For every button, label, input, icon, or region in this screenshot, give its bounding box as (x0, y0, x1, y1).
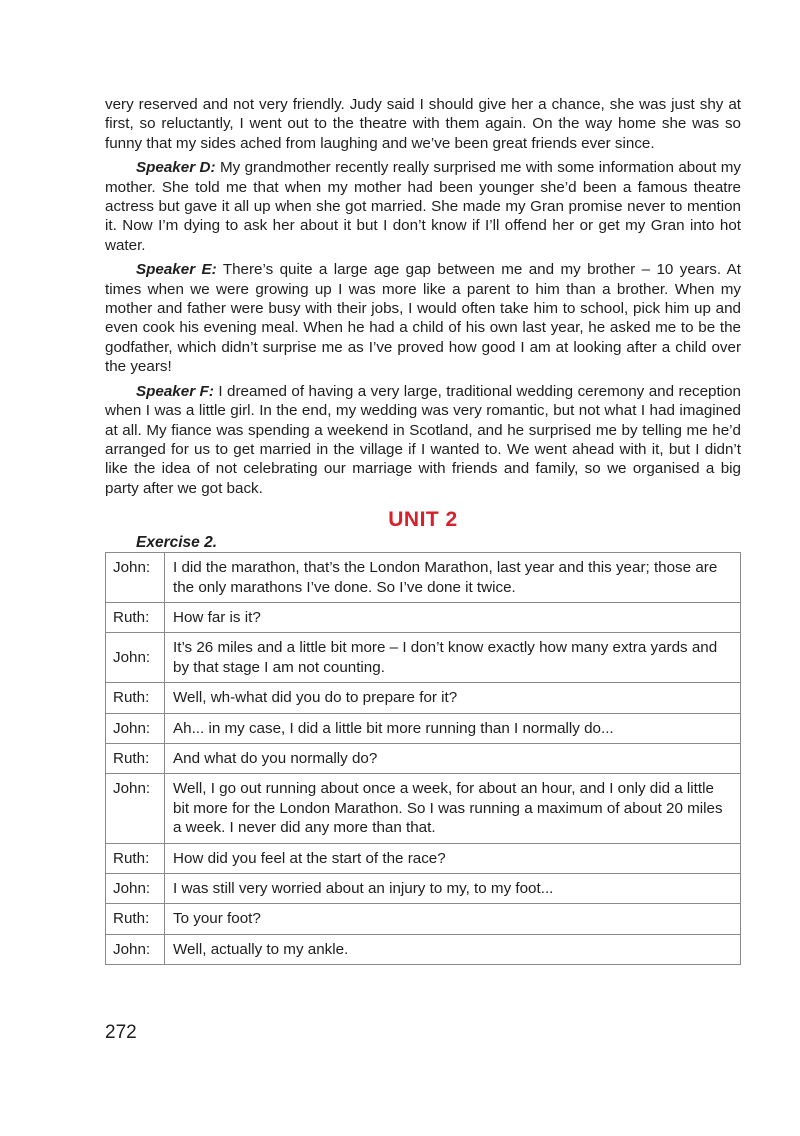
speaker-cell: John: (106, 874, 165, 904)
speaker-cell: Ruth: (106, 743, 165, 773)
unit-title: UNIT 2 (388, 508, 458, 532)
speaker-d-text: My grandmother recently really surprised me with some information about my mother. She told me that when my mother had been younger she’d been a famous theatre actress but gave it all up when she got married. She made my Gran promise never to mention it. Now I’m dying to ask her about it but I don’t know if I’ll offend her or get my Gran into hot water. (105, 159, 741, 254)
table-row (106, 633, 741, 683)
line-cell: Well, I go out running about once a week, for about an hour, and I only did a little bit more for the London Marathon. So I was running a maximum of about 20 miles a week. I never did any more than that. (165, 774, 741, 843)
line-cell: Well, actually to my ankle. (165, 934, 741, 964)
speaker-cell: Ruth: (106, 843, 165, 873)
speaker-cell: John: (106, 774, 165, 843)
table-row (106, 553, 741, 603)
line-cell: How far is it? (165, 602, 741, 632)
exercise-title: Exercise 2. (136, 534, 218, 552)
speaker-d-paragraph (105, 158, 741, 255)
intro-paragraph: very reserved and not very friendly. Judy said I should give her a chance, she was just shy at first, so reluctantly, I went out to the theatre with them again. On the way home she was so funny that my sides ached from laughing and we’ve been great friends ever since. (105, 96, 741, 152)
table-row (106, 774, 741, 843)
line-cell: And what do you normally do? (165, 743, 741, 773)
speaker-cell: Ruth: (106, 602, 165, 632)
table-row (106, 683, 741, 713)
table-row (106, 743, 741, 773)
line-cell: It’s 26 miles and a little bit more – I don’t know exactly how many extra yards and by that stage I am not counting. (165, 633, 741, 683)
speaker-d-label: Speaker D: (136, 159, 216, 177)
line-cell: How did you feel at the start of the race? (165, 843, 741, 873)
speaker-cell: Ruth: (106, 683, 165, 713)
line-cell: Ah... in my case, I did a little bit more running than I normally do... (165, 713, 741, 743)
table-row (106, 934, 741, 964)
speaker-cell: John: (106, 633, 165, 683)
table-row (106, 602, 741, 632)
table-row (106, 843, 741, 873)
table-row (106, 713, 741, 743)
line-cell: Well, wh-what did you do to prepare for it? (165, 683, 741, 713)
speaker-f-text: I dreamed of having a very large, traditional wedding ceremony and reception when I was a little girl. In the end, my wedding was very romantic, but not what I had imagined at all. My fiance was spending a weekend in Scotland, and he surprised me by telling me he’d arranged for us to get married in the village if I wanted to. We went ahead with it, but I didn’t like the idea of not celebrating our marriage with friends and family, so we organised a big party after we got back. (105, 382, 741, 497)
speaker-f-paragraph (105, 382, 741, 498)
line-cell: To your foot? (165, 904, 741, 934)
speaker-cell: John: (106, 553, 165, 603)
table-row (106, 874, 741, 904)
speaker-e-paragraph (105, 260, 741, 376)
speaker-cell: John: (106, 713, 165, 743)
speaker-cell: Ruth: (106, 904, 165, 934)
line-cell: I did the marathon, that’s the London Marathon, last year and this year; those are the only marathons I’ve done. So I’ve done it twice. (165, 553, 741, 603)
page-number: 272 (105, 1022, 137, 1043)
dialogue-table (105, 552, 741, 965)
speaker-e-text: There’s quite a large age gap between me and my brother – 10 years. At times when we were growing up I was more like a parent to him than a brother. When my mother and father were busy with their jobs, I would often take him to school, pick him up and even cook his evening meal. When he had a child of his own last year, he asked me to be the godfather, which didn’t surprise me as I’ve proved how good I am at looking after a child over the years! (105, 261, 742, 376)
speaker-e-label: Speaker E: (136, 261, 217, 279)
line-cell: I was still very worried about an injury to my, to my foot... (165, 874, 741, 904)
table-row (106, 904, 741, 934)
page-content (105, 95, 741, 965)
speaker-f-label: Speaker F: (136, 382, 214, 400)
speaker-cell: John: (106, 934, 165, 964)
